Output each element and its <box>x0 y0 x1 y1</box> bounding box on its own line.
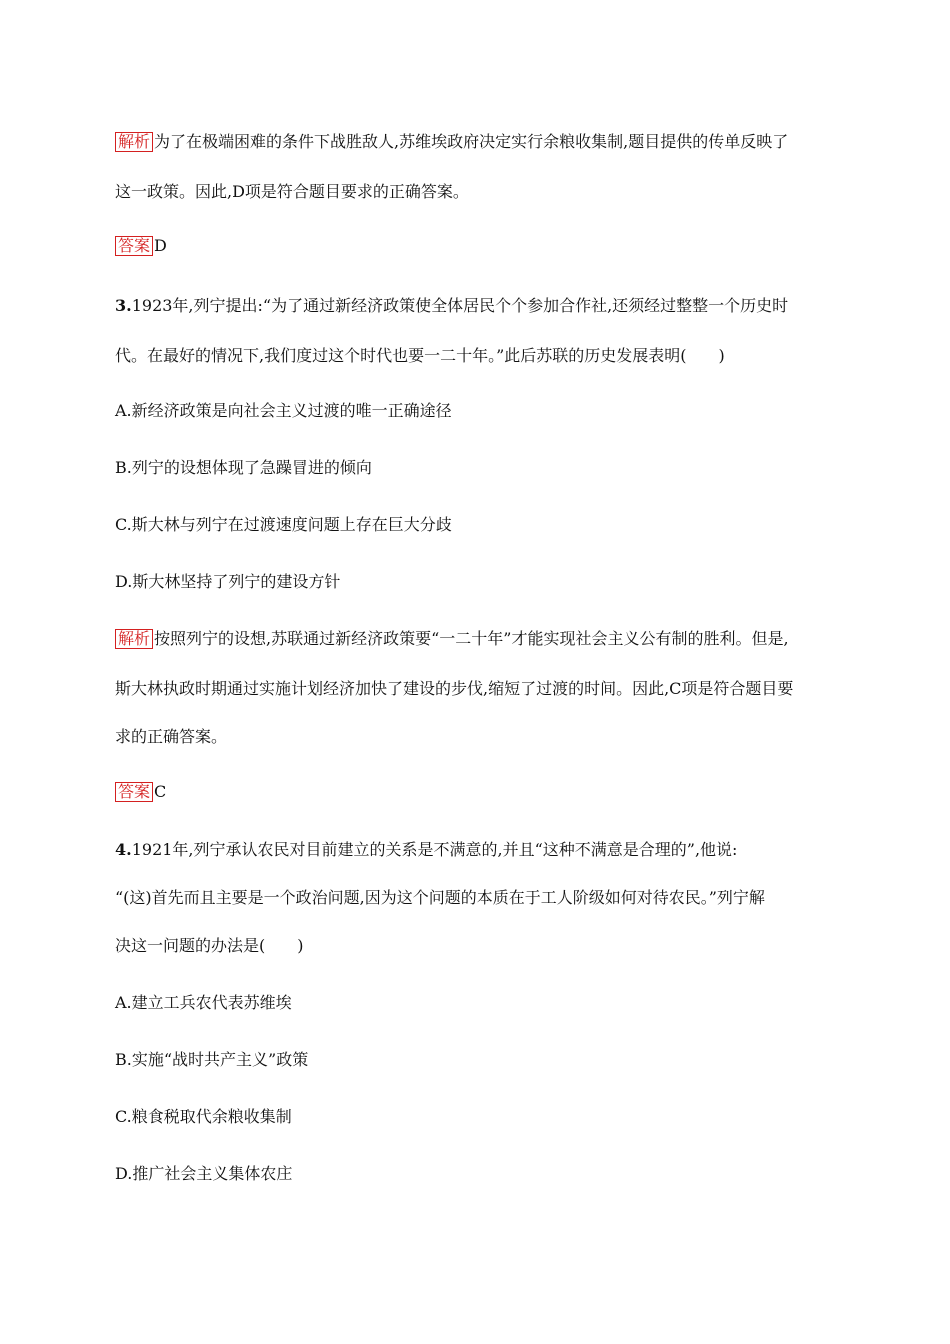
option-b <box>115 1050 308 1070</box>
option-c <box>115 515 452 535</box>
analysis-text: 求的正确答案。 <box>115 727 228 746</box>
analysis-text: 斯大林执政时期通过实施计划经济加快了建设的步伐,缩短了过渡的时间。因此,C项是符合题目要 <box>115 679 794 698</box>
option-a <box>115 401 452 421</box>
question-number: 3. <box>115 296 132 315</box>
analysis-text: 这一政策。因此,D项是符合题目要求的正确答案。 <box>115 182 469 201</box>
question-text: 代。在最好的情况下,我们度过这个时代也要一二十年。”此后苏联的历史发展表明( ) <box>115 346 725 365</box>
answer-line <box>115 782 166 802</box>
option-text: A.建立工兵农代表苏维埃 <box>115 993 292 1012</box>
option-text: C.粮食税取代余粮收集制 <box>115 1107 292 1126</box>
analysis-paragraph-line <box>115 132 788 152</box>
option-text: B.列宁的设想体现了急躁冒进的倾向 <box>115 458 372 477</box>
option-a <box>115 993 292 1013</box>
option-c <box>115 1107 292 1127</box>
option-text: A.新经济政策是向社会主义过渡的唯一正确途径 <box>115 401 452 420</box>
analysis-paragraph-line <box>115 727 227 747</box>
answer-value: D <box>154 236 167 255</box>
question-4-stem <box>115 888 765 908</box>
question-4-stem <box>115 936 304 956</box>
question-text: “(这)首先而且主要是一个政治问题,因为这个问题的本质在于工人阶级如何对待农民。”列宁解 <box>115 888 765 907</box>
option-text: B.实施“战时共产主义”政策 <box>115 1050 309 1069</box>
analysis-text: 按照列宁的设想,苏联通过新经济政策要“一二十年”才能实现社会主义公有制的胜利。但是, <box>154 629 789 648</box>
answer-tag: 答案 <box>115 782 153 802</box>
question-3-stem <box>115 296 788 316</box>
analysis-tag: 解析 <box>115 629 153 649</box>
answer-tag: 答案 <box>115 236 153 256</box>
question-text: 决这一问题的办法是( ) <box>115 936 304 955</box>
analysis-text: 为了在极端困难的条件下战胜敌人,苏维埃政府决定实行余粮收集制,题目提供的传单反映了 <box>154 132 789 151</box>
question-number: 4. <box>115 840 132 859</box>
option-d <box>115 572 340 592</box>
option-text: D.斯大林坚持了列宁的建设方针 <box>115 572 341 591</box>
analysis-paragraph-line <box>115 629 789 649</box>
question-3-stem <box>115 346 725 366</box>
question-text: 1923年,列宁提出:“为了通过新经济政策使全体居民个个参加合作社,还须经过整整一个历史时 <box>131 296 789 315</box>
option-text: C.斯大林与列宁在过渡速度问题上存在巨大分歧 <box>115 515 452 534</box>
answer-value: C <box>154 782 167 801</box>
option-b <box>115 458 372 478</box>
question-4-stem <box>115 840 737 860</box>
question-text: 1921年,列宁承认农民对目前建立的关系是不满意的,并且“这种不满意是合理的”,他说: <box>131 840 738 859</box>
answer-line <box>115 236 167 256</box>
analysis-tag: 解析 <box>115 132 153 152</box>
option-text: D.推广社会主义集体农庄 <box>115 1164 293 1183</box>
analysis-paragraph-line <box>115 679 793 699</box>
option-d <box>115 1164 292 1184</box>
analysis-paragraph-line <box>115 182 469 202</box>
